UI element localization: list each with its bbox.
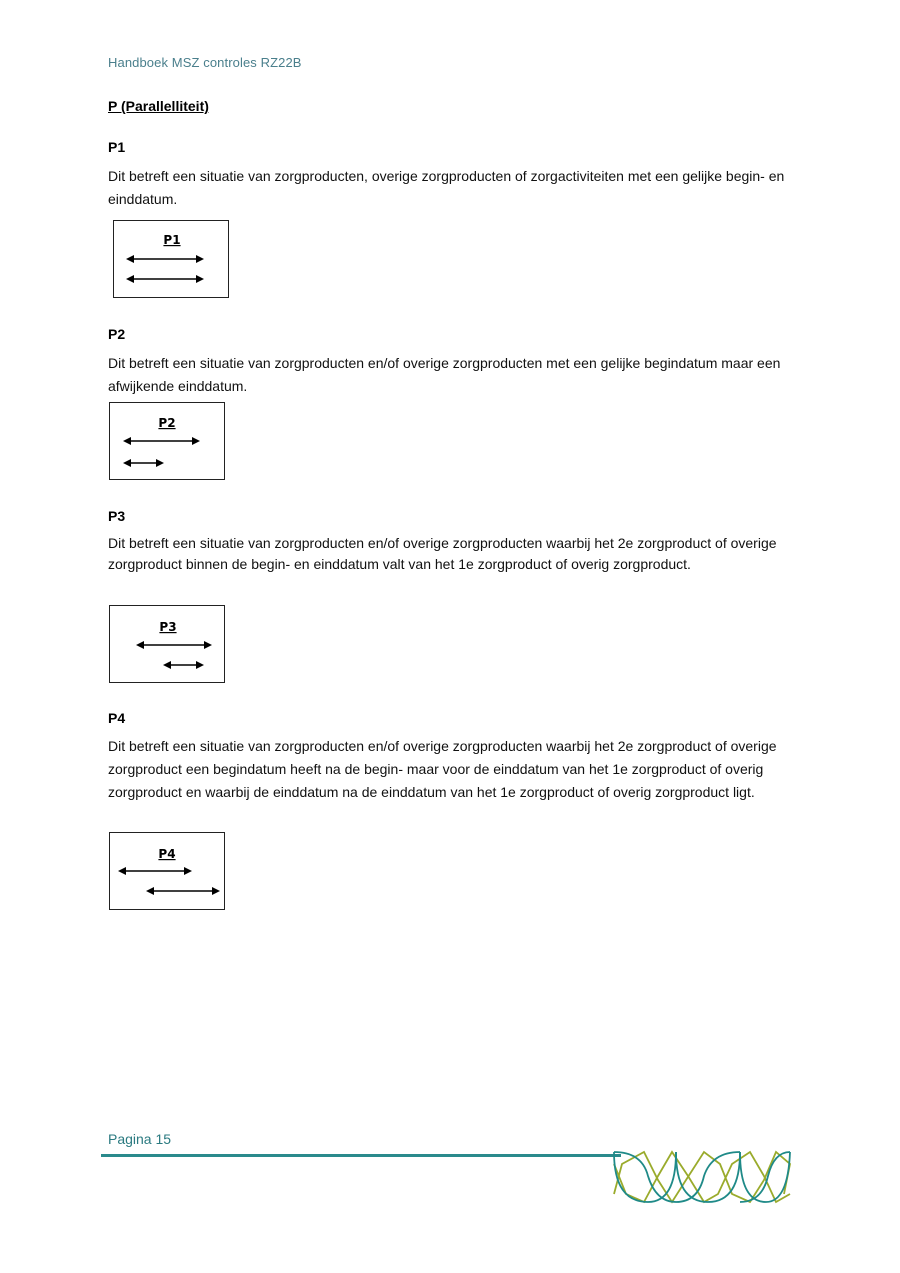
arrow-head [196,661,204,669]
arrow-head [156,459,164,467]
page-number: Pagina 15 [108,1131,172,1147]
footer-ornament-logo [612,1150,792,1204]
arrow-head [163,661,171,669]
definition-p4 [108,710,808,804]
arrow-head [204,641,212,649]
timeline-figure [114,221,228,297]
diagram-label: P4 [158,847,176,861]
timeline-figure [110,833,224,909]
arrow-head [123,437,131,445]
definition-text: Dit betreft een situatie van zorgproducten en/of overige zorgproducten waarbij het 2e zorgproduct of overige zorgproduct een begindatum heeft na de begin- maar voor de einddatum van het 1e zorgproduct of overig zorgproduct en waarbij de einddatum na de einddatum van het 1e zorgproduct of overig zorgproduct ligt. [108,738,777,800]
arrow-head [212,887,220,895]
definition-text: Dit betreft een situatie van zorgproducten en/of overige zorgproducten met een gelijke begindatum maar een afwijkende einddatum. [108,355,781,394]
definition-code: P1 [108,139,126,155]
definition-text: Dit betreft een situatie van zorgproducten en/of overige zorgproducten waarbij het 2e zorgproduct of overige zorgproduct binnen de begin- en einddatum valt van het 1e zorgproduct of overig zorgproduct. [108,535,777,572]
arrow-head [196,255,204,263]
diagram-p4 [109,832,225,910]
arrow-head [118,867,126,875]
ornament-olive-pattern [614,1152,790,1202]
arrow-head [146,887,154,895]
footer-rule [101,1154,621,1157]
timeline-figure [110,403,224,479]
arrow-head [126,275,134,283]
definition-code: P4 [108,710,126,726]
timeline-figure [110,606,224,682]
diagram-p2 [109,402,225,480]
arrow-head [184,867,192,875]
definition-p3 [108,508,808,575]
definition-code: P2 [108,326,126,342]
section-title: P (Parallelliteit) [108,98,209,114]
definition-code: P3 [108,508,126,524]
document-header: Handboek MSZ controles RZ22B [108,55,302,70]
arrow-head [196,275,204,283]
diagram-p1 [113,220,229,298]
diagram-label: P1 [163,233,181,247]
arrow-head [126,255,134,263]
arrow-head [123,459,131,467]
arrow-head [192,437,200,445]
definition-text: Dit betreft een situatie van zorgproducten, overige zorgproducten of zorgactiviteiten met een gelijke begin- en einddatum. [108,168,785,207]
definition-p1 [108,139,808,211]
diagram-label: P3 [159,620,177,634]
diagram-p3 [109,605,225,683]
arrow-head [136,641,144,649]
diagram-label: P2 [158,416,176,430]
definition-p2 [108,326,808,398]
